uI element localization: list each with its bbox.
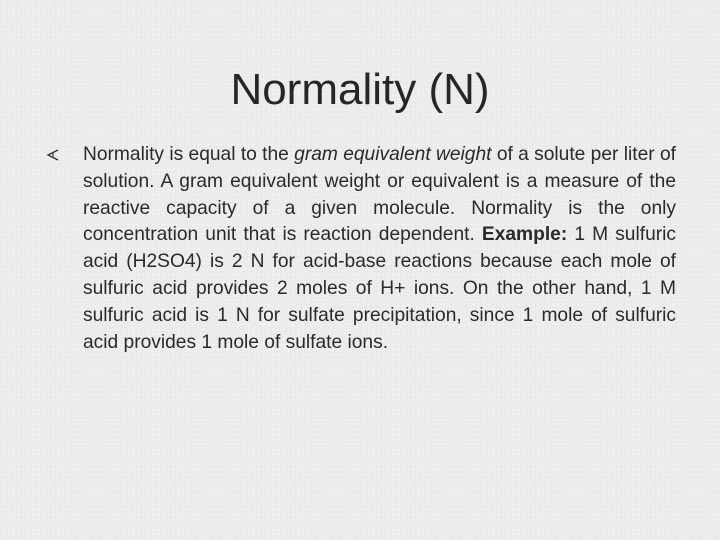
example-label: Example: [481, 224, 568, 246]
slide-title: Normality (N) [230, 65, 490, 114]
arrow-bullet-icon [46, 148, 60, 162]
bullet-text [83, 142, 676, 356]
bullet-text-part3: of a solute per liter of solution. A gram equivalent weight or equivalent is a measure of the reactive capacity of a given molecule. Normality is the only concentration unit that is reaction dependent. [83, 144, 676, 246]
bullet-text-italic: gram equivalent weight [294, 144, 492, 165]
bullet-text-part5: 1 M sulfuric acid (H2SO4) is 2 N for acid-base reactions because each mole of sulfuric acid provides 2 moles of H+ ions. On the other hand, 1 M sulfuric acid is 1 N for sulfate precipitation, since 1 mole of sulfuric acid provides 1 mole of sulfate ions. [83, 224, 676, 353]
bullet-text-part1: Normality is equal to the [83, 144, 295, 165]
